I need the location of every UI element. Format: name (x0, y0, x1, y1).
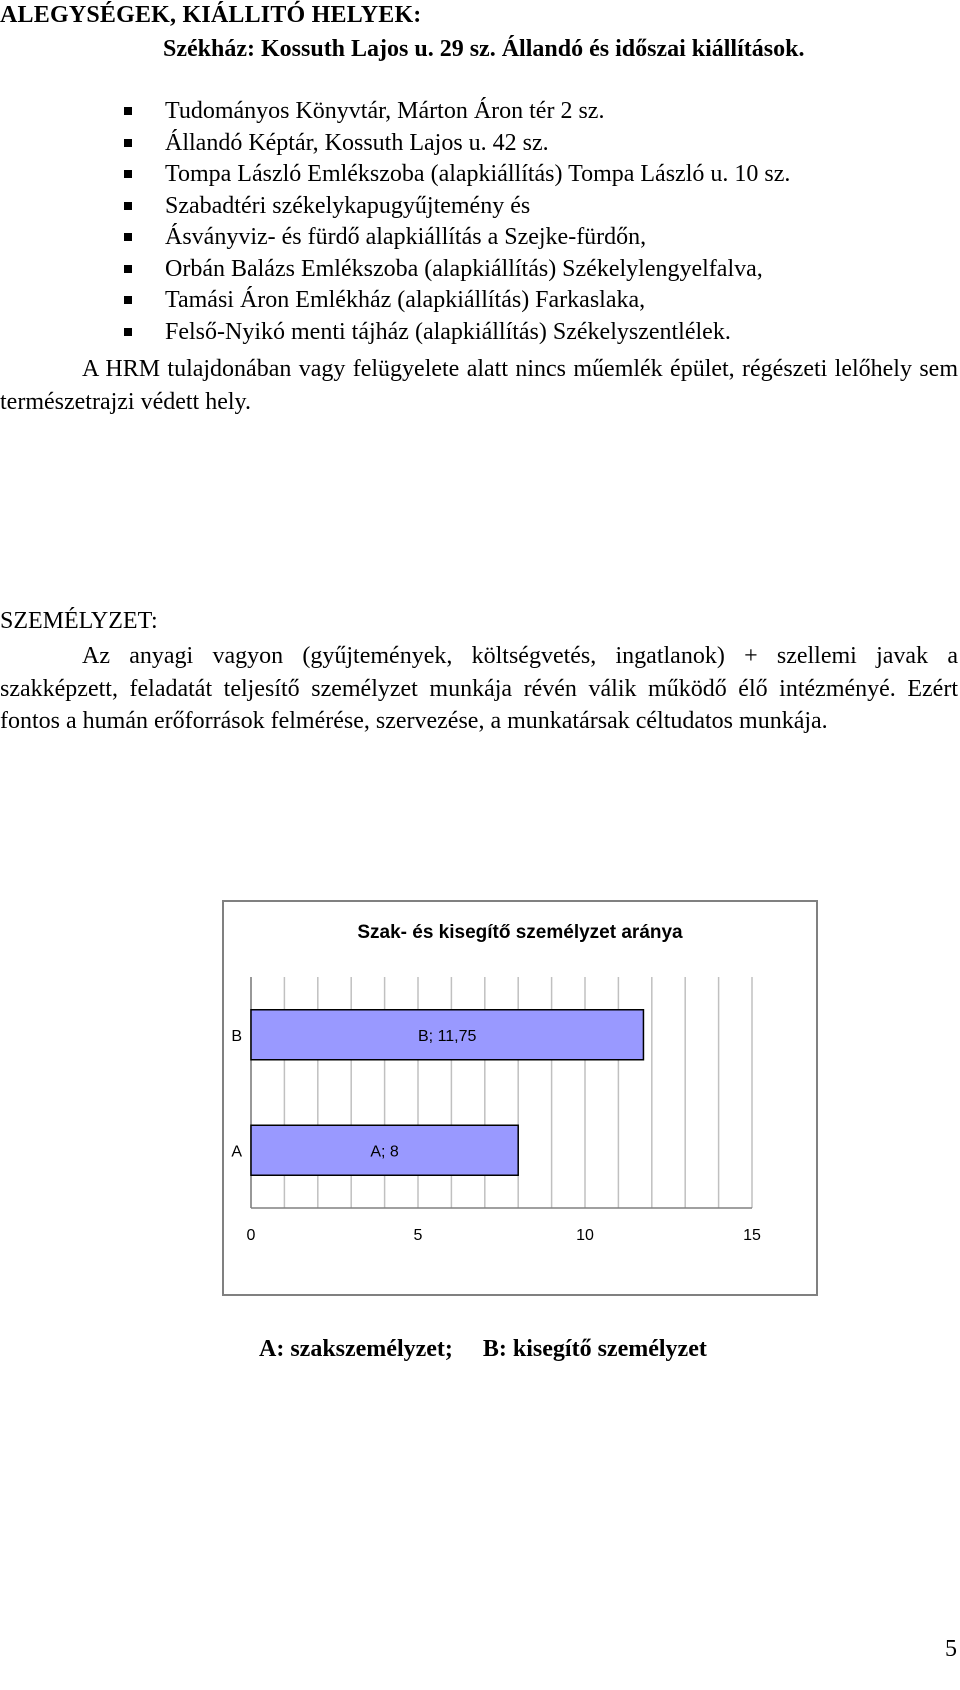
site-label: Tamási Áron Emlékház (alapkiállítás) Farkaslaka, (165, 287, 646, 313)
square-bullet-icon (124, 328, 132, 336)
section-title-units: ALEGYSÉGEK, KIÁLLITÓ HELYEK: (0, 2, 422, 28)
list-item (0, 159, 790, 191)
list-item (0, 317, 790, 349)
staff-ratio-chart (222, 900, 818, 1296)
x-tick-label: 5 (413, 1227, 423, 1244)
x-tick-label: 0 (246, 1227, 256, 1244)
monuments-note: A HRM tulajdonában vagy felügyelete alatt nincs műemlék épület, régészeti lelőhely sem természetrajzi védett hely. (0, 356, 958, 415)
site-label: Ásványviz- és fürdő alapkiállítás a Szejke-fürdőn, (165, 224, 647, 250)
category-label-A: A (231, 1143, 242, 1161)
list-item (0, 285, 790, 317)
site-label: Állandó Képtár, Kossuth Lajos u. 42 sz. (165, 129, 549, 156)
square-bullet-icon (124, 107, 132, 115)
x-tick-label: 10 (576, 1227, 594, 1244)
page-number: 5 (945, 1636, 957, 1662)
section-title-staff: SZEMÉLYZET: (0, 608, 158, 634)
square-bullet-icon (124, 296, 132, 304)
square-bullet-icon (124, 202, 132, 210)
chart-svg (224, 902, 816, 1294)
list-item (0, 191, 790, 223)
chart-legend-caption: A: szakszemélyzet; B: kisegítő személyzet (259, 1336, 707, 1362)
square-bullet-icon (124, 265, 132, 273)
site-label: Felső-Nyikó menti tájház (alapkiállítás) Székelyszentlélek. (165, 318, 731, 345)
site-label: Szabadtéri székelykapugyűjtemény és (165, 192, 531, 219)
x-tick-label: 15 (743, 1227, 761, 1244)
headquarters-line: Székház: Kossuth Lajos u. 29 sz. Állandó és időszai kiállítások. (163, 36, 805, 62)
chart-title: Szak- és kisegítő személyzet aránya (357, 922, 683, 943)
data-label-A: A; 8 (370, 1143, 399, 1161)
site-label: Tompa László Emlékszoba (alapkiállítás) Tompa László u. 10 sz. (165, 161, 791, 187)
square-bullet-icon (124, 139, 132, 147)
list-item (0, 254, 790, 286)
list-item (0, 128, 790, 160)
category-label-B: B (231, 1027, 242, 1045)
square-bullet-icon (124, 170, 132, 178)
data-label-B: B; 11,75 (418, 1027, 477, 1045)
list-item (0, 222, 790, 254)
square-bullet-icon (124, 233, 132, 241)
site-label: Tudományos Könyvtár, Márton Áron tér 2 sz. (165, 98, 605, 124)
sites-list (0, 96, 790, 348)
staff-paragraph: Az anyagi vagyon (gyűjtemények, költségvetés, ingatlanok) + szellemi javak a szakképzett, feladatát teljesítő személyzet munkája révén válik működő élő intézményé. Ezért fontos a humán erőforrások felmérése, szervezése, a munkatársak céltudatos munkája. (0, 643, 958, 734)
site-label: Orbán Balázs Emlékszoba (alapkiállítás) Székelylengyelfalva, (165, 255, 763, 282)
list-item (0, 96, 790, 128)
